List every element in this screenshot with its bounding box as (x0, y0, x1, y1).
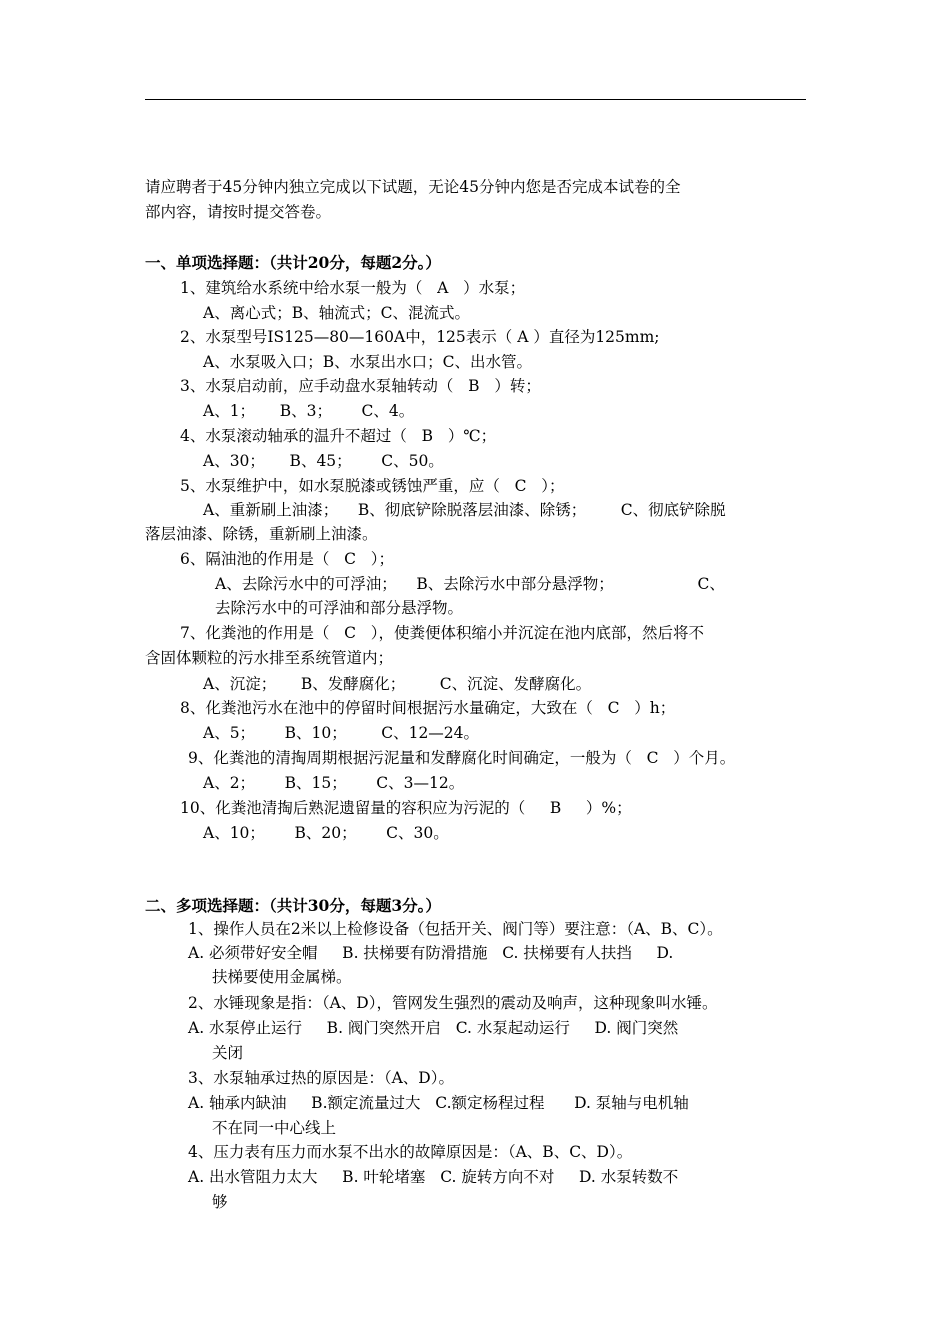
question: 3、水泵轴承过热的原因是：（A、D）。 (188, 1069, 454, 1087)
question: 4、水泵滚动轴承的温升不超过（ B ）℃； (180, 427, 497, 445)
intro-line-1: 请应聘者于45分钟内独立完成以下试题，无论45分钟内您是否完成本试卷的全 (145, 178, 681, 196)
options: A、30； B、45； C、50。 (203, 452, 444, 470)
question: 8、化粪池污水在池中的停留时间根据污水量确定，大致在（ C ）h； (180, 699, 676, 717)
options: A. 出水管阻力太大 B. 叶轮堵塞 C. 旋转方向不对 D. 水泵转数不 (188, 1168, 679, 1186)
options-continued: 不在同一中心线上 (212, 1119, 337, 1137)
header-rule (145, 99, 806, 100)
question: 2、水泵型号IS125—80—160A中，125表示（ A ）直径为125mm; (180, 328, 660, 346)
question-continued: 含固体颗粒的污水排至系统管道内； (145, 649, 394, 667)
section-title: 二、多项选择题：（共计30分，每题3分。） (145, 896, 441, 915)
question: 1、操作人员在2米以上检修设备（包括开关、阀门等）要注意：（A、B、C）。 (188, 920, 723, 938)
options: A、10； B、20； C、30。 (203, 824, 449, 842)
question: 2、水锤现象是指：（A、D），管网发生强烈的震动及响声，这种现象叫水锤。 (188, 994, 718, 1012)
options: A、2； B、15； C、3—12。 (203, 774, 465, 792)
options-continued: 够 (212, 1193, 228, 1211)
options-continued: 去除污水中的可浮油和部分悬浮物。 (215, 599, 464, 617)
section-title: 一、单项选择题：（共计20分，每题2分。） (145, 253, 441, 272)
question: 4、压力表有压力而水泵不出水的故障原因是：（A、B、C、D）。 (188, 1143, 633, 1161)
question: 3、水泵启动前，应手动盘水泵轴转动（ B ）转； (180, 377, 541, 395)
question: 5、水泵维护中，如水泵脱漆或锈蚀严重，应（ C ）； (180, 477, 565, 495)
options: A、沉淀； B、发酵腐化； C、沉淀、发酵腐化。 (203, 675, 592, 693)
options-continued: 关闭 (212, 1044, 244, 1062)
options: A、1； B、3； C、4。 (203, 402, 415, 420)
options: A、水泵吸入口；B、水泵出水口；C、出水管。 (203, 353, 532, 371)
options-continued: 落层油漆、除锈，重新刷上油漆。 (145, 525, 378, 543)
options: A. 水泵停止运行 B. 阀门突然开启 C. 水泵起动运行 D. 阀门突然 (188, 1019, 679, 1037)
options-continued: 扶梯要使用金属梯。 (212, 968, 352, 986)
question: 6、隔油池的作用是（ C ）； (180, 550, 395, 568)
question: 7、化粪池的作用是（ C ），使粪便体积缩小并沉淀在池内底部，然后将不 (180, 624, 705, 642)
options: A、重新刷上油漆； B、彻底铲除脱落层油漆、除锈； C、彻底铲除脱 (203, 501, 726, 519)
options: A、离心式；B、轴流式；C、混流式。 (203, 304, 470, 322)
question: 9、化粪池的清掏周期根据污泥量和发酵腐化时间确定，一般为（ C ）个月。 (188, 749, 736, 767)
options: A. 轴承内缺油 B.额定流量过大 C.额定杨程过程 D. 泵轴与电机轴 (188, 1094, 689, 1112)
options: A、去除污水中的可浮油； B、去除污水中部分悬浮物； C、 (215, 575, 725, 593)
intro-line-2: 部内容，请按时提交答卷。 (145, 203, 332, 221)
question: 1、建筑给水系统中给水泵一般为（ A ）水泵； (180, 279, 526, 297)
options: A、5； B、10； C、12—24。 (203, 724, 480, 742)
question: 10、化粪池清掏后熟泥遗留量的容积应为污泥的（ B ）%； (180, 799, 632, 817)
options: A. 必须带好安全帽 B. 扶梯要有防滑措施 C. 扶梯要有人扶挡 D. (188, 944, 674, 962)
